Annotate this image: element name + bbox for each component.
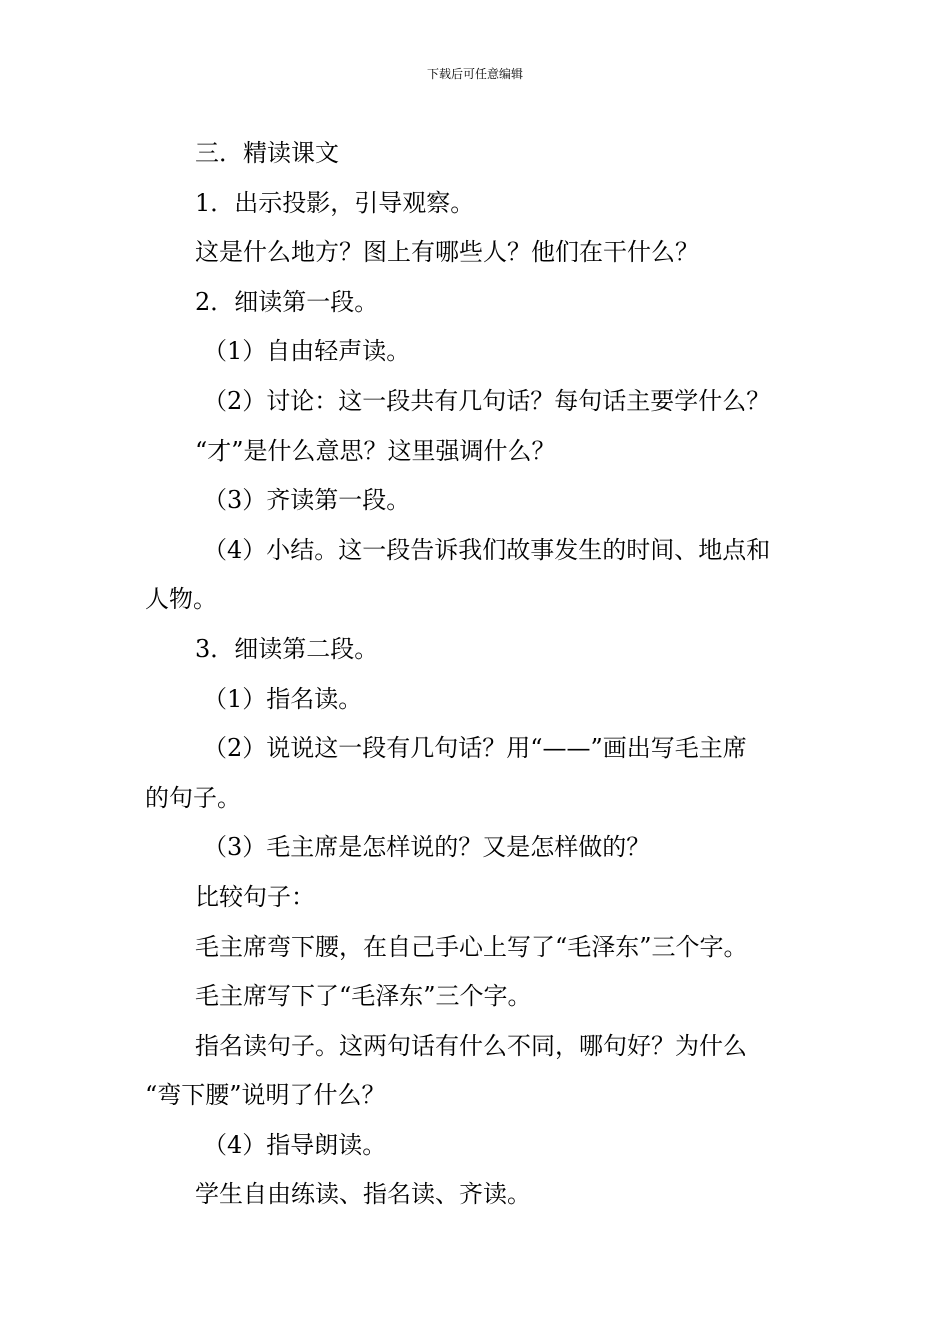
- paragraph: 学生自由练读、指名读、齐读。: [195, 1180, 531, 1209]
- paragraph: 比较句子：: [195, 882, 315, 911]
- paragraph: （2）讨论：这一段共有几句话？每句话主要学什么？: [203, 386, 771, 415]
- paragraph: 1．出示投影，引导观察。: [195, 188, 475, 217]
- paragraph: 毛主席弯下腰，在自己手心上写了“毛泽东”三个字。: [195, 932, 748, 961]
- paragraph: 3．细读第二段。: [195, 634, 379, 663]
- paragraph: （3）毛主席是怎样说的？又是怎样做的？: [203, 833, 651, 862]
- document-body: [145, 129, 815, 1220]
- paragraph: 这是什么地方？图上有哪些人？他们在干什么？: [195, 238, 699, 267]
- paragraph: 指名读句子。这两句话有什么不同，哪句好？为什么: [195, 1031, 747, 1060]
- paragraph: 2．细读第一段。: [195, 287, 379, 316]
- paragraph: （2）说说这一段有几句话？用“——”画出写毛主席: [203, 734, 747, 763]
- paragraph: （1）指名读。: [203, 684, 363, 713]
- paragraph-continuation: “弯下腰”说明了什么？: [145, 1081, 386, 1110]
- paragraph-continuation: 人物。: [145, 585, 217, 614]
- section-heading: 三．精读课文: [195, 139, 339, 167]
- paragraph: （4）指导朗读。: [203, 1130, 387, 1159]
- page-header: 下载后可任意编辑: [426, 67, 523, 81]
- paragraph: “才”是什么意思？这里强调什么？: [195, 436, 556, 465]
- paragraph: 毛主席写下了“毛泽东”三个字。: [195, 982, 532, 1011]
- paragraph-continuation: 的句子。: [145, 783, 241, 812]
- paragraph: （3）齐读第一段。: [203, 486, 411, 515]
- paragraph: （1）自由轻声读。: [203, 337, 411, 366]
- paragraph: （4）小结。这一段告诉我们故事发生的时间、地点和: [203, 535, 771, 564]
